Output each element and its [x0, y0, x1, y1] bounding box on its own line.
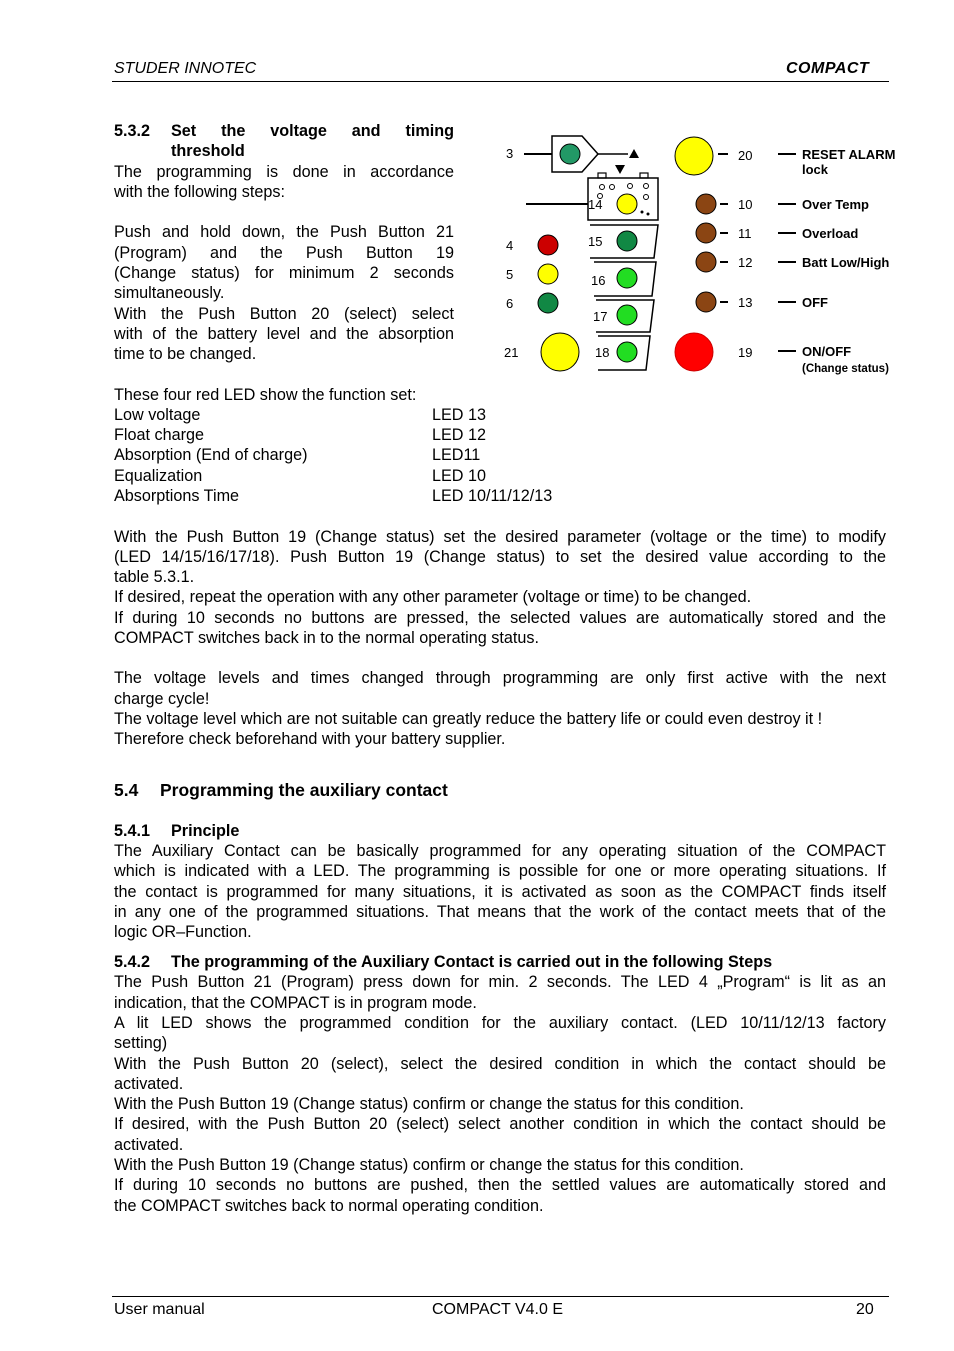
step7-line1: If during 10 seconds no buttons are pushed, then the settled values are automatically stored and [114, 1176, 886, 1194]
header-company: STUDER INNOTEC [114, 60, 257, 77]
para2-line3: time to be changed. [114, 345, 257, 363]
led-table-row [114, 425, 574, 445]
step6: With the Push Button 19 (Change status) confirm or change the status for this condition. [114, 1156, 744, 1174]
led-function-value: LED 13 [432, 406, 486, 424]
section-541-number: 5.4.1 [114, 822, 151, 840]
step3-line1: With the Push Button 20 (select), select the desired condition in which the contact should be [114, 1055, 886, 1073]
section-541-heading: Principle [171, 822, 240, 840]
principle-line1: The Auxiliary Contact can be basically programmed for any operating situation of the COMPACT [114, 842, 886, 860]
step4: With the Push Button 19 (Change status) confirm or change the status for this condition. [114, 1095, 744, 1113]
led-function-value: LED 10 [432, 467, 486, 485]
led-3-green [560, 144, 580, 164]
para5-line2: COMPACT switches back in to the normal operating status. [114, 629, 539, 647]
label-over-temp: Over Temp [802, 197, 869, 212]
led-table-row [114, 405, 574, 425]
step5-line2: activated. [114, 1136, 184, 1154]
led-function-label: Absorption (End of charge) [114, 446, 308, 464]
label-number-14: 14 [588, 197, 603, 212]
led-5-yellow [538, 264, 558, 284]
led-6-green [538, 293, 558, 313]
led-12-brown [696, 252, 716, 272]
label-overload: Overload [802, 226, 859, 241]
label-number-18: 18 [595, 345, 610, 360]
header-product-logo: COMPACT [786, 60, 870, 77]
led-function-value: LED 12 [432, 426, 486, 444]
led-18-green [617, 342, 637, 362]
label-number-21: 21 [504, 345, 519, 360]
section-542-number: 5.4.2 [114, 953, 151, 971]
led-17-green [617, 305, 637, 325]
principle-line5: logic OR–Function. [114, 923, 252, 941]
step3-line2: activated. [114, 1075, 184, 1093]
step1-line2: indication, that the COMPACT is in program mode. [114, 994, 477, 1012]
label-number-12: 12 [738, 255, 753, 270]
para1-line1: Push and hold down, the Push Button 21 [114, 223, 454, 241]
push-button-20-select[interactable] [675, 137, 713, 175]
led-table-row [114, 445, 574, 465]
principle-line2: which is indicated with a LED. The programming is possible for one or more operating situations. If [114, 862, 886, 880]
down-arrow-icon [615, 165, 625, 174]
led-table-row [114, 486, 574, 506]
label-off: OFF [802, 295, 828, 310]
section-532-number: 5.3.2 [114, 122, 151, 140]
principle-line3: the contact is programmed for many situations, it is activated as soon as the COMPACT finds itself [114, 883, 886, 901]
led-14-yellow [617, 194, 637, 214]
led-11-brown [696, 223, 716, 243]
label-reset-lock: lock [802, 162, 829, 177]
label-change-status: (Change status) [802, 363, 889, 375]
label-number-19: 19 [738, 345, 753, 360]
label-number-5: 5 [506, 267, 514, 282]
para8: Therefore check beforehand with your battery supplier. [114, 730, 506, 748]
para7: The voltage level which are not suitable can greatly reduce the battery life or could even destroy it ! [114, 710, 823, 728]
para6-line1: The voltage levels and times changed through programming are only first active with the next [114, 669, 886, 687]
led-13-brown [696, 292, 716, 312]
front-panel-diagram [490, 120, 930, 390]
step2-line2: setting) [114, 1034, 168, 1052]
para1-line3: (Change status) for minimum 2 seconds [114, 264, 454, 282]
led-10-brown [696, 194, 716, 214]
para3-line2: (LED 14/15/16/17/18). Push Button 19 (Change status) to set the desired value according to the [114, 548, 886, 566]
label-number-20: 20 [738, 148, 753, 163]
step1-line1: The Push Button 21 (Program) press down for min. 2 seconds. The LED 4 „Program“ is lit as an [114, 973, 886, 991]
up-arrow-icon [629, 149, 639, 158]
header-rule [112, 81, 889, 82]
para2-line2: with of the battery level and the absorption [114, 325, 454, 343]
label-number-10: 10 [738, 197, 753, 212]
step5-line1: If desired, with the Push Button 20 (select) select another condition in which the contact should be [114, 1115, 886, 1133]
push-button-19-onoff[interactable] [675, 333, 713, 371]
label-number-3: 3 [506, 146, 514, 161]
para6-line2: charge cycle! [114, 690, 210, 708]
step2-line1: A lit LED shows the programmed condition for the auxiliary contact. (LED 10/11/12/13 factory [114, 1014, 886, 1032]
section-532-heading-line1: Set the voltage and timing [171, 122, 454, 140]
para1-line4: simultaneously. [114, 284, 225, 302]
led-function-value: LED 10/11/12/13 [432, 487, 553, 505]
principle-line4: in any one of the programmed situations. That means that the work of the contact meets that of the [114, 903, 886, 921]
label-number-17: 17 [593, 309, 608, 324]
led-16-green [617, 268, 637, 288]
para1-line2: (Program) and the Push Button 19 [114, 244, 454, 262]
label-onoff: ON/OFF [802, 344, 852, 359]
section-54-heading: Programming the auxiliary contact [160, 780, 448, 800]
led-intro: These four red LED show the function set: [114, 386, 417, 404]
footer-left: User manual [114, 1301, 205, 1318]
label-number-16: 16 [591, 273, 606, 288]
page-number: 20 [856, 1301, 874, 1318]
led-table-row [114, 466, 574, 486]
led-4-red [538, 235, 558, 255]
label-number-6: 6 [506, 296, 514, 311]
para2-line1: With the Push Button 20 (select) select [114, 305, 454, 323]
step7-line2: the COMPACT switches back to normal operating condition. [114, 1197, 544, 1215]
para4: If desired, repeat the operation with any other parameter (voltage or time) to be changed. [114, 588, 752, 606]
section-532-heading-line2: threshold [171, 142, 245, 160]
label-number-13: 13 [738, 295, 753, 310]
intro-line2: with the following steps: [114, 183, 285, 201]
label-reset-alarm: RESET ALARM [802, 147, 896, 162]
para3-line3: table 5.3.1. [114, 568, 195, 586]
intro-line1: The programming is done in accordance [114, 163, 454, 181]
label-number-15: 15 [588, 234, 603, 249]
led-function-value: LED11 [432, 446, 481, 464]
led-function-label: Low voltage [114, 406, 201, 424]
label-batt-low-high: Batt Low/High [802, 255, 890, 270]
para3-line1: With the Push Button 19 (Change status) set the desired parameter (voltage or the time) to modify [114, 528, 886, 546]
label-number-4: 4 [506, 238, 514, 253]
led-15-green [617, 231, 637, 251]
led-function-label: Float charge [114, 426, 204, 444]
push-button-21-program[interactable] [541, 333, 579, 371]
footer-rule [112, 1296, 889, 1297]
section-542-heading: The programming of the Auxiliary Contact is carried out in the following Steps [171, 953, 773, 971]
label-number-11: 11 [738, 226, 752, 241]
para5-line1: If during 10 seconds no buttons are pressed, the selected values are automatically stored and the [114, 609, 886, 627]
led-function-label: Absorptions Time [114, 487, 240, 505]
footer-center: COMPACT V4.0 E [432, 1301, 563, 1318]
led-function-label: Equalization [114, 467, 203, 485]
section-54-number: 5.4 [114, 780, 139, 800]
